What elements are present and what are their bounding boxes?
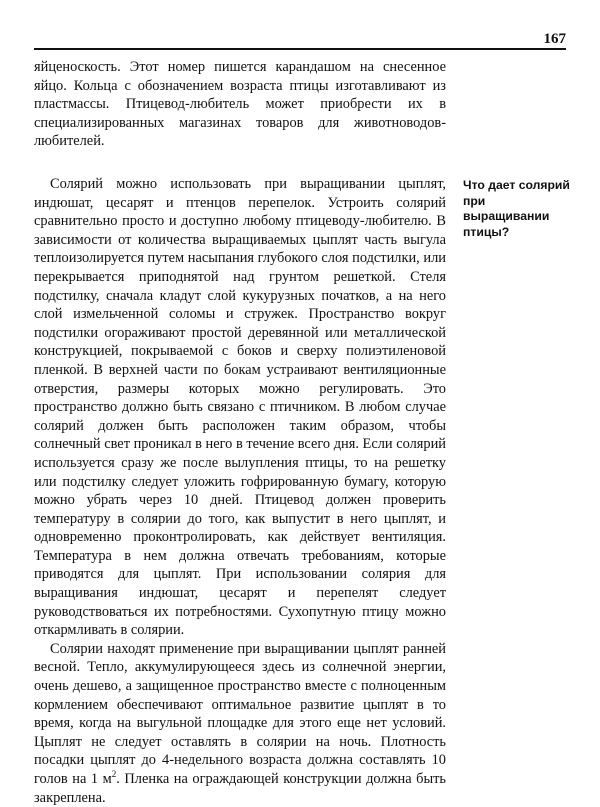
paragraph-solarium-use xyxy=(34,640,446,807)
square-superscript: 2 xyxy=(111,769,117,780)
paragraph-solarium-construction: Солярий можно использовать при выращивании цыплят, индюшат, цесарят и птенцов перепелок. Устроить солярий сравнительно просто и доступно любому птицеводу-любителю. В зависимости от количества выращиваемых цыплят часть выгула теплоизолируется путем насыпания глубокого слоя подстилки, или перекрывается приподнятой над грунтом решеткой. Стеля подстилку, сначала кладут слой кукурузных початков, а на него слой измельченной соломы и стружек. Пространство вокруг подстилки огораживают простой деревянной или металлической конструкцией, покрываемой с боков и сверху полиэтиленовой пленкой. В верхней части по бокам устраивают вентиляционные отверстия, размеры которых можно регулировать. Это пространство должно быть связано с птичником. В любом случае солярий должен быть расположен таким образом, чтобы солнечный свет проникал в него в течение всего дня. Если солярий используется сразу же после вылупления птицы, то на решетку или подстилку следует уложить гофрированную бумагу, которую можно убрать через 10 дней. Птицевод должен проверить температуру в солярии до того, как выпустит в него цыплят, и одновременно проконтролировать, как действует вентиляция. Температура в нем должна отвечать требованиям, которые приводятся для цыплят. При использовании солярия для выращивания индюшат, цесарят и перепелят следует руководствоваться их потребностями. Сухопутную птицу можно откармливать в солярии. xyxy=(34,176,446,639)
page-number: 167 xyxy=(543,31,566,47)
intro-paragraph: яйценоскость. Этот номер пишется карандашом на снесенное яйцо. Кольца с обозначением возраста птицы изготавливают из пластмассы. Птицевод-любитель может приобрести их в специализированных магазинах товаров для животноводов-любителей. xyxy=(34,59,446,150)
main-text-block xyxy=(34,175,446,807)
intro-text-block xyxy=(34,58,446,151)
paragraph-solarium-use-text: Солярии находят применение при выращивании цыплят ранней весной. Тепло, аккумулирующееся здесь из солнечной энергии, очень дешево, а защищенное пространство вместе с полноценным кормлением обеспечивают оптимальное развитие цыплят в то время, когда на выгульной площадке для этого еще нет условий. Цыплят не следует оставлять в солярии на ночь. Плотность посадки цыплят до 4-недельного возраста должна составлять 10 голов на 1 м xyxy=(34,640,446,787)
margin-note-question: Что дает солярий при выращивании птицы? xyxy=(463,178,570,239)
paragraph-solarium-use-ending: . Пленка на ограждающей конструкции должна быть закреплена. xyxy=(34,771,446,806)
header-rule xyxy=(34,48,566,50)
